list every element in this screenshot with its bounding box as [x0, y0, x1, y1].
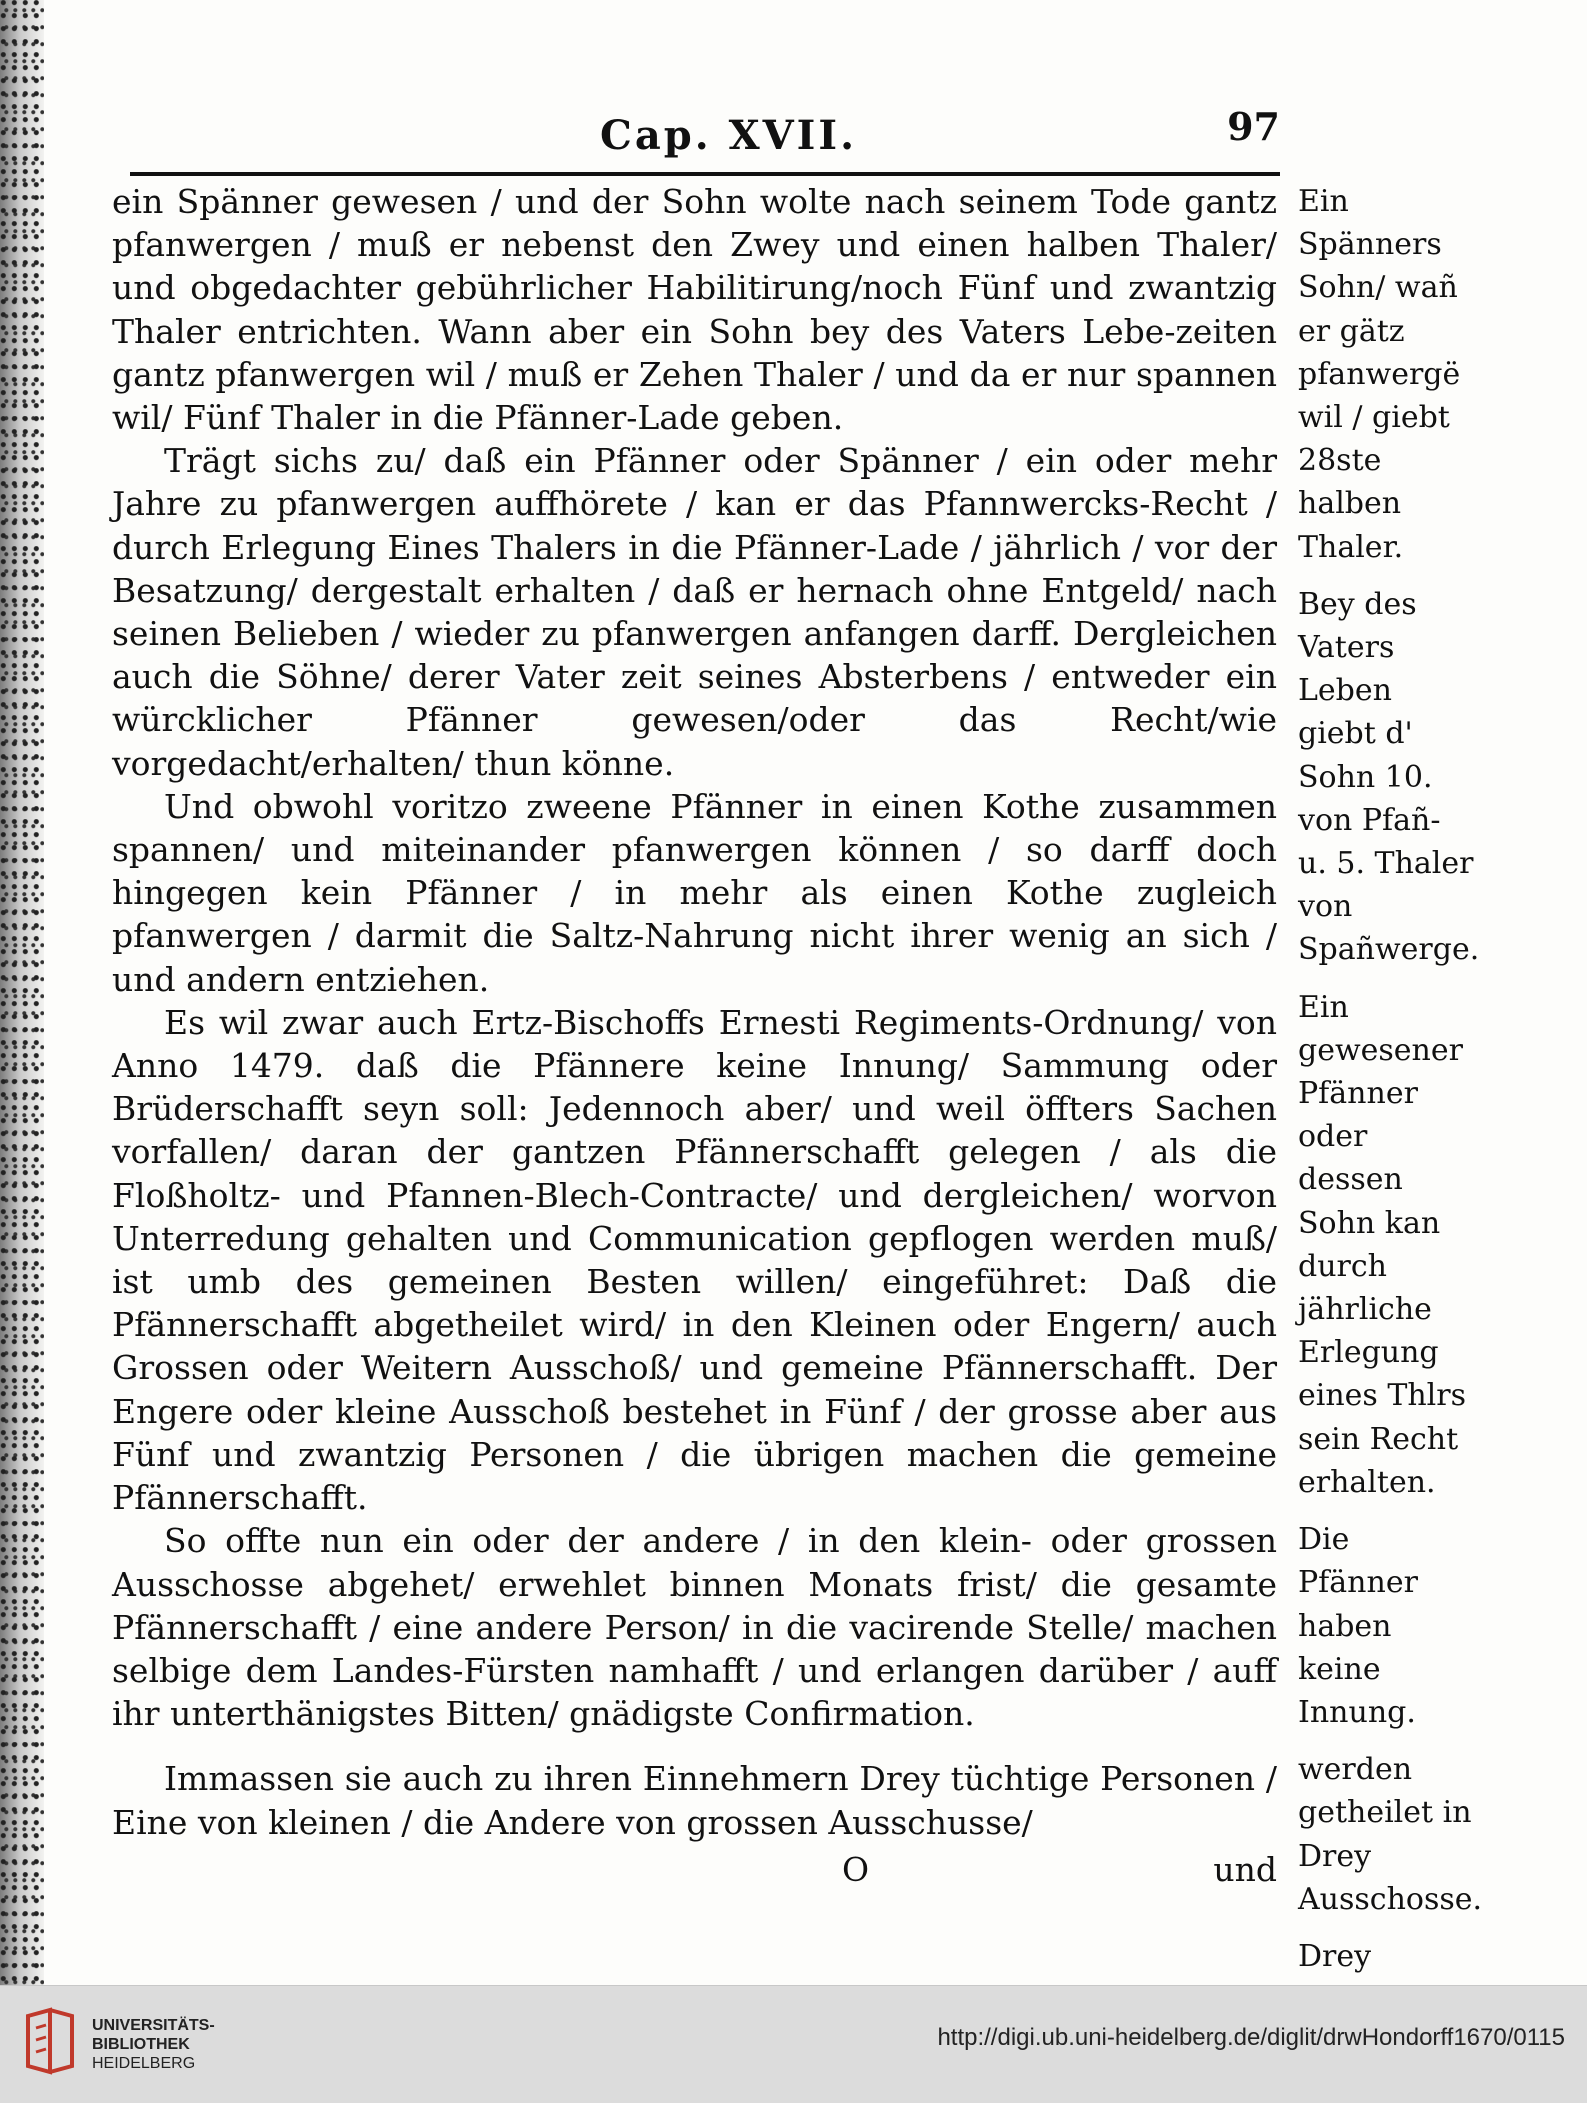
- institution-line: HEIDELBERG: [92, 2055, 196, 2072]
- paragraph: Trägt sichs zu/ daß ein Pfänner oder Spänner / ein oder mehr Jahre zu pfanwergen auffhörete / kan er das Pfannwercks-Recht / durch Erlegung Eines Thalers in die Pfänner-Lade / jährlich / vor der Besatzung/ dergestalt erhalten / daß er hernach ohne Entgeld/ nach seinen Belieben / wieder zu pfanwergen anfangen darff. Dergleichen auch die Söhne/ derer Vater zeit seines Absterbens / entweder ein würcklicher Pfänner gewesen/oder das Recht/wie vorgedacht/erhalten/ thun könne.: [112, 441, 1277, 783]
- library-logo-icon: [20, 2008, 80, 2078]
- chapter-heading: Cap. XVII.: [600, 112, 857, 159]
- catchword: und: [1213, 1849, 1277, 1889]
- viewer-footer: [0, 1985, 1587, 2103]
- permalink-url[interactable]: http://digi.ub.uni-heidelberg.de/diglit/drwHondorff1670/0115: [937, 2024, 1565, 2051]
- institution-line: BIBLIOTHEK: [92, 2036, 190, 2053]
- margin-note: Die Pfänner haben keine Innung.: [1298, 1522, 1418, 1730]
- institution-line: UNIVERSITÄTS-: [92, 2017, 215, 2034]
- margin-note: werden getheilet in Drey Ausschosse.: [1298, 1752, 1483, 1917]
- book-gutter-shadow: [0, 0, 44, 1985]
- paragraph: Und obwohl voritzo zweene Pfänner in einen Kothe zusammen spannen/ und miteinander pfanwergen können / so darff doch hingegen kein Pfänner / in mehr als einen Kothe zugleich pfanwergen / darmit die Saltz-Nahrung nicht ihrer wenig an sich / und andern entziehen.: [112, 786, 1277, 999]
- margin-note: Ein Spänners Sohn/ wañ er gätz pfanwergë wil / giebt 28ste halben Thaler.: [1298, 184, 1461, 565]
- paragraph: Es wil zwar auch Ertz-Bischoffs Ernesti Regiments-Ordnung/ von Anno 1479. daß die Pfännere keine Innung/ Sammung oder Brüderschafft seyn soll: Jedennoch aber/ und weil öffters Sachen vorfallen/ daran der gantzen Pfännerschafft gelegen / als die Floßholtz- und Pfannen-Blech-Contracte/ und dergleichen/ worvon Unterredung gehalten und Communication gepflogen werden muß/ ist umb des gemeinen Besten willen/ eingeführet: Daß die Pfännerschafft abgetheilet wird/ in den Kleinen oder Engern/ auch Grossen oder Weitern Ausschoß/ und gemeine Pfännerschafft. Der Engere oder kleine Ausschoß bestehet in Fünf / der grosse aber aus Fünf und zwantzig Personen / die übrigen machen die gemeine Pfännerschafft.: [112, 1002, 1277, 1518]
- paragraph: Immassen sie auch zu ihren Einnehmern Drey tüchtige Personen / Eine von kleinen / die Andere von grossen Ausschusse/: [112, 1759, 1277, 1842]
- running-header: [130, 104, 1280, 164]
- margin-note: Bey des Vaters Leben giebt d' Sohn 10. von Pfañ- u. 5. Thaler von Spañwerge.: [1298, 586, 1480, 968]
- header-rule: [130, 172, 1280, 176]
- paragraph: ein Spänner gewesen / und der Sohn wolte nach seinem Tode gantz pfanwergen / muß er nebenst den Zwey und einen halben Thaler/ und obgedachter gebührlicher Habilitirung/noch Fünf und zwantzig Thaler entrichten. Wann aber ein Sohn bey des Vaters Lebe-zeiten gantz pfanwergen wil / muß er Zehen Thaler / und da er nur spannen wil/ Fünf Thaler in die Pfänner-Lade geben.: [112, 182, 1277, 438]
- page-number: 97: [1227, 104, 1280, 149]
- margin-notes-column: [1298, 180, 1483, 2021]
- signature-letter: O: [842, 1849, 870, 1889]
- institution-name: [92, 2016, 215, 2073]
- paragraph: So offte nun ein oder der andere / in den klein- oder grossen Ausschosse abgehet/ erwehlet binnen Monats frist/ die gesamte Pfännerschafft / eine andere Person/ in die vacirende Stelle/ machen selbige dem Landes-Fürsten namhafft / und erlangen darüber / auff ihr unterthänigstes Bitten/ gnädigste Confirmation.: [112, 1521, 1277, 1734]
- main-text-column: [112, 180, 1277, 1891]
- signature-mark: [112, 1848, 1277, 1891]
- margin-note: Ein gewesener Pfänner oder dessen Sohn kan durch jährliche Erlegung eines Thlrs sein Recht erhalten.: [1298, 989, 1467, 1500]
- margin-note: Drey: [1298, 1938, 1372, 1974]
